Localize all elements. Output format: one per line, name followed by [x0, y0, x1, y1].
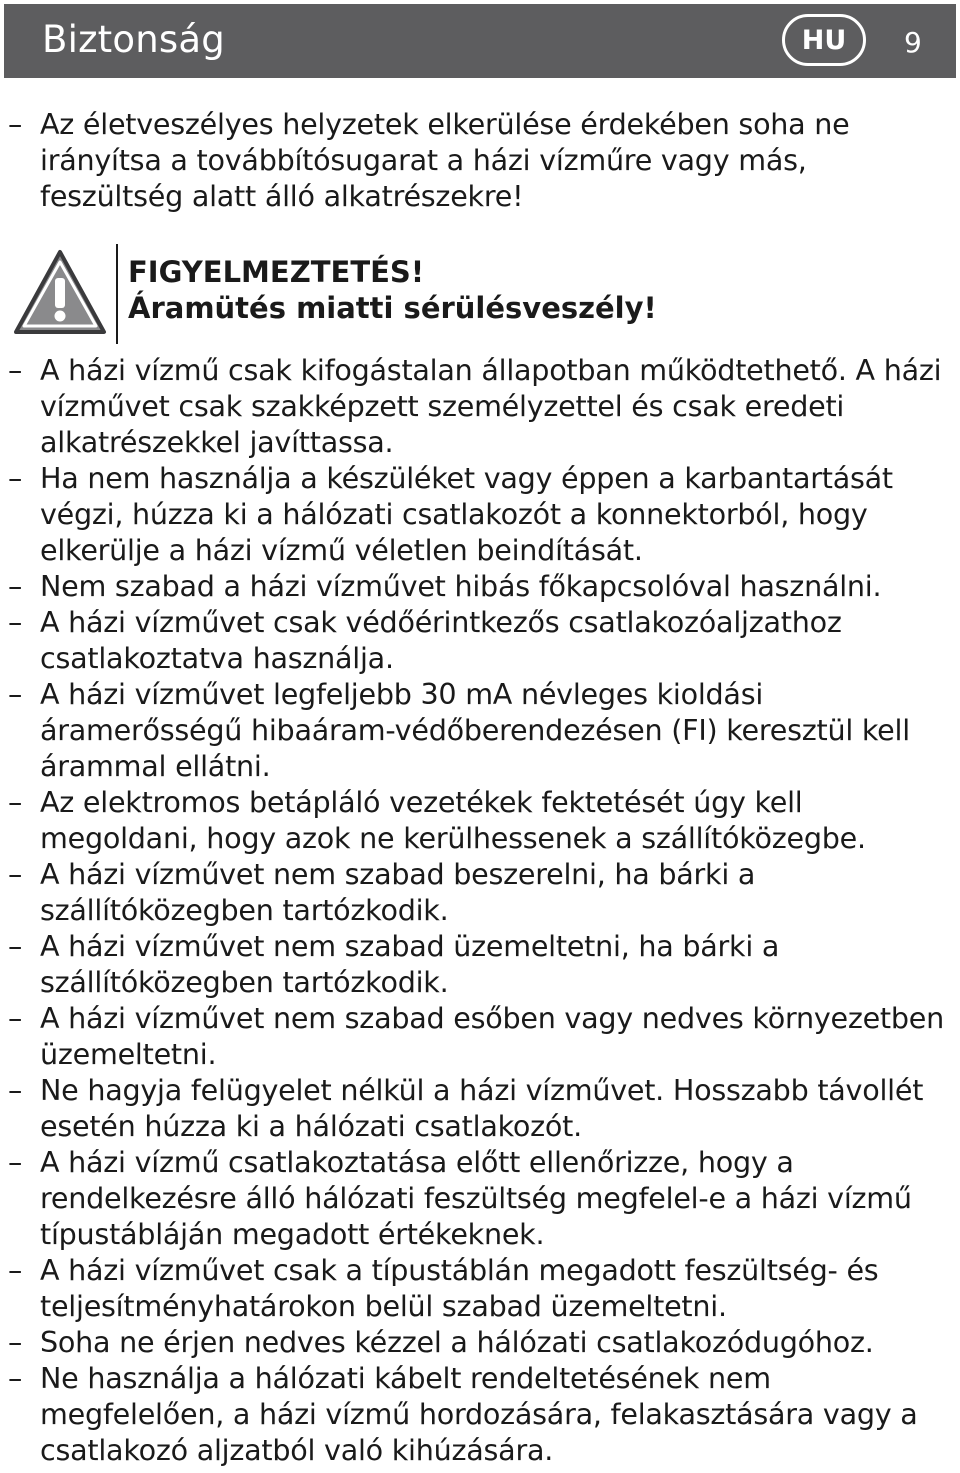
warning-triangle-icon — [12, 248, 108, 336]
list-dash: – — [8, 461, 23, 495]
list-item-text: A házi vízművet nem szabad esőben vagy nedves környezetben üzemeltetni. — [40, 1001, 945, 1072]
list-item-text: A házi vízművet nem szabad üzemeltetni, ha bárki a szállítóközegben tartózkodik. — [40, 929, 780, 1000]
list-dash: – — [8, 107, 23, 141]
warning-divider — [116, 244, 118, 344]
list-item-text: Soha ne érjen nedves kézzel a hálózati csatlakozódugóhoz. — [40, 1325, 874, 1359]
warning-title: FIGYELMEZTETÉS! — [128, 255, 425, 289]
list-item-text: Nem szabad a házi vízművet hibás főkapcsolóval használni. — [40, 569, 882, 603]
list-item-text: A házi vízművet csak a típustáblán megadott feszültség- és teljesítményhatárokon belül szabad üzemeltetni. — [40, 1253, 879, 1324]
language-badge: HU — [782, 14, 866, 66]
list-dash: – — [8, 1145, 23, 1179]
list-dash: – — [8, 857, 23, 891]
list-item-text: A házi vízművet csak védőérintkezős csatlakozóaljzathoz csatlakoztatva használja. — [40, 605, 842, 676]
list-item-text: Ha nem használja a készüléket vagy éppen a karbantartását végzi, húzza ki a hálózati csatlakozót a konnektorból, hogy elkerülje a házi vízmű véletlen beindítását. — [40, 461, 893, 568]
list-item-text: Az elektromos betápláló vezetékek fektetését úgy kell megoldani, hogy azok ne kerülhessenek a szállítóközegbe. — [40, 785, 866, 856]
list-dash: – — [8, 1361, 23, 1395]
list-dash: – — [8, 1073, 23, 1107]
list-item-text: Ne használja a hálózati kábelt rendeltetésének nem megfelelően, a házi vízmű hordozására, felakasztására vagy a csatlakozó aljzatból való kihúzására. — [40, 1361, 918, 1468]
list-dash: – — [8, 569, 23, 603]
list-dash: – — [8, 1001, 23, 1035]
list-item-text: A házi vízmű csak kifogástalan állapotban működtethető. A házi vízművet csak szakképzett személyzettel és csak eredeti alkatrészekkel javíttassa. — [40, 353, 942, 460]
list-dash: – — [8, 677, 23, 711]
list-item-text: A házi vízművet legfeljebb 30 mA névleges kioldási áramerősségű hibaáram-védőberendezésen (FI) keresztül kell árammal ellátni. — [40, 677, 910, 784]
page-number: 9 — [904, 26, 922, 59]
list-item-text: A házi vízművet nem szabad beszerelni, ha bárki a szállítóközegben tartózkodik. — [40, 857, 756, 928]
page-header — [4, 4, 956, 78]
page-title: Biztonság — [42, 18, 225, 61]
list-dash: – — [8, 353, 23, 387]
warning-subtitle: Áramütés miatti sérülésveszély! — [128, 291, 657, 325]
list-item-text: Ne hagyja felügyelet nélkül a házi vízművet. Hosszabb távollét esetén húzza ki a hálózati csatlakozót. — [40, 1073, 924, 1144]
list-item-text: A házi vízmű csatlakoztatása előtt ellenőrizze, hogy a rendelkezésre álló hálózati feszültség megfelel-e a házi vízmű típustábláján megadott értékeknek. — [40, 1145, 912, 1252]
warning-block — [0, 238, 960, 348]
list-item-text: Az életveszélyes helyzetek elkerülése érdekében soha ne irányítsa a továbbítósugarat a házi vízműre vagy más, feszültség alatt álló alkatrészekre! — [40, 107, 850, 214]
list-dash: – — [8, 1253, 23, 1287]
list-dash: – — [8, 605, 23, 639]
list-dash: – — [8, 785, 23, 819]
list-dash: – — [8, 929, 23, 963]
list-dash: – — [8, 1325, 23, 1359]
